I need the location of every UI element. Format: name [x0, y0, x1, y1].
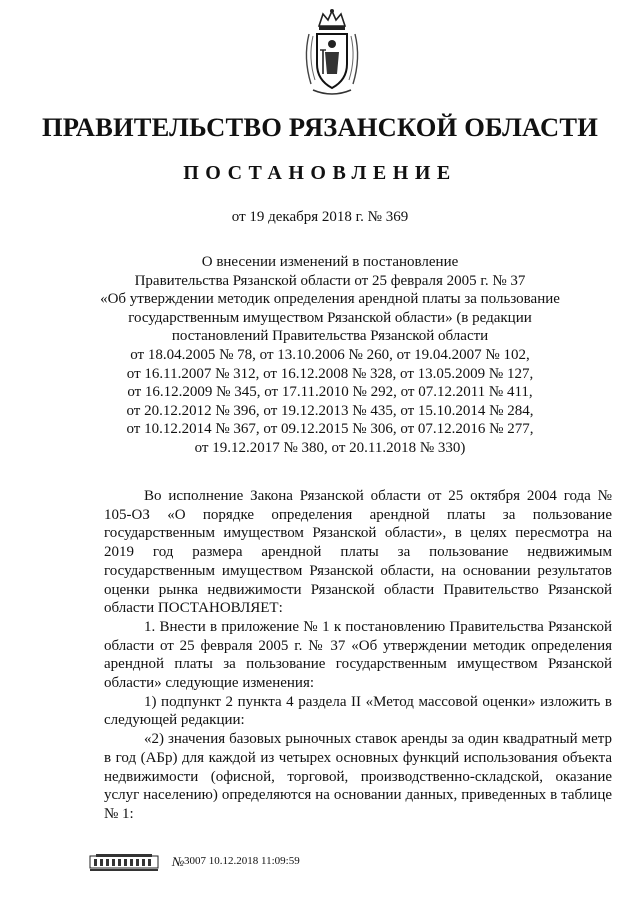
registration-number-icon: №	[172, 854, 185, 869]
subject-line: О внесении изменений в постановление	[201, 254, 459, 270]
subject-line: от 16.11.2007 № 312, от 16.12.2008 № 328, от 13.05.2009 № 127,	[126, 365, 534, 382]
subject-line: от 19.12.2017 № 380, от 20.11.2018 № 330)	[194, 439, 466, 456]
subject-line: от 10.12.2014 № 367, от 09.12.2015 № 306, от 07.12.2016 № 277,	[126, 421, 534, 438]
preamble-paragraph: Во исполнение Закона Рязанской области от 25 октября 2004 года № 105-ОЗ «О порядке определения арендной платы за пользование государственным имуществом Рязанской области», в целях пересмотра на 2019 год размера арендной платы за пользование недвижимым государственным имуществом Рязанской области, на основании результатов оценки рынка недвижимости Рязанской области Правительство Рязанской области ПОСТАНОВЛЯЕТ:	[104, 488, 612, 617]
office-building-logo-icon	[88, 852, 160, 872]
subject-line: «Об утверждении методик определения арендной платы за пользование	[100, 291, 560, 308]
quoted-text-paragraph: «2) значения базовых рыночных ставок аренды за один квадратный метр в год (АБр) для каждой из четырех основных функций использования объекта недвижимости (офисной, торговой, производственно-складской, оказание услуг населению) определяются на основании данных, приведенных в таблице № 1:	[104, 731, 612, 822]
subitem-1-paragraph: 1) подпункт 2 пункта 4 раздела II «Метод массовой оценки» изложить в следующей редакции:	[104, 693, 612, 729]
subject-line: постановлений Правительства Рязанской области	[171, 328, 489, 345]
document-type: ПОСТАНОВЛЕНИЕ	[183, 162, 457, 184]
document-date-number: от 19 декабря 2018 г. № 369	[231, 209, 409, 225]
government-title: ПРАВИТЕЛЬСТВО РЯЗАНСКОЙ ОБЛАСТИ	[41, 112, 599, 142]
document-subject	[60, 253, 600, 458]
coat-of-arms-icon	[299, 8, 365, 96]
registration-stamp: 3007 10.12.2018 11:09:59	[184, 855, 300, 867]
document-body	[104, 487, 612, 824]
subject-line: от 18.04.2005 № 78, от 13.10.2006 № 260, от 19.04.2007 № 102,	[130, 346, 530, 363]
subject-line: от 16.12.2009 № 345, от 17.11.2010 № 292, от 07.12.2011 № 411,	[127, 384, 533, 401]
item-1-paragraph: 1. Внести в приложение № 1 к постановлению Правительства Рязанской области от 25 февраля 2005 г. № 37 «Об утверждении методик определения арендной платы за пользование государственным имуществом Рязанской области» следующие изменения:	[104, 618, 612, 692]
subject-line: от 20.12.2012 № 396, от 19.12.2013 № 435, от 15.10.2014 № 284,	[126, 402, 534, 419]
subject-line: Правительства Рязанской области от 25 февраля 2005 г. № 37	[134, 272, 526, 289]
subject-line: государственным имуществом Рязанской области» (в редакции	[128, 309, 532, 326]
